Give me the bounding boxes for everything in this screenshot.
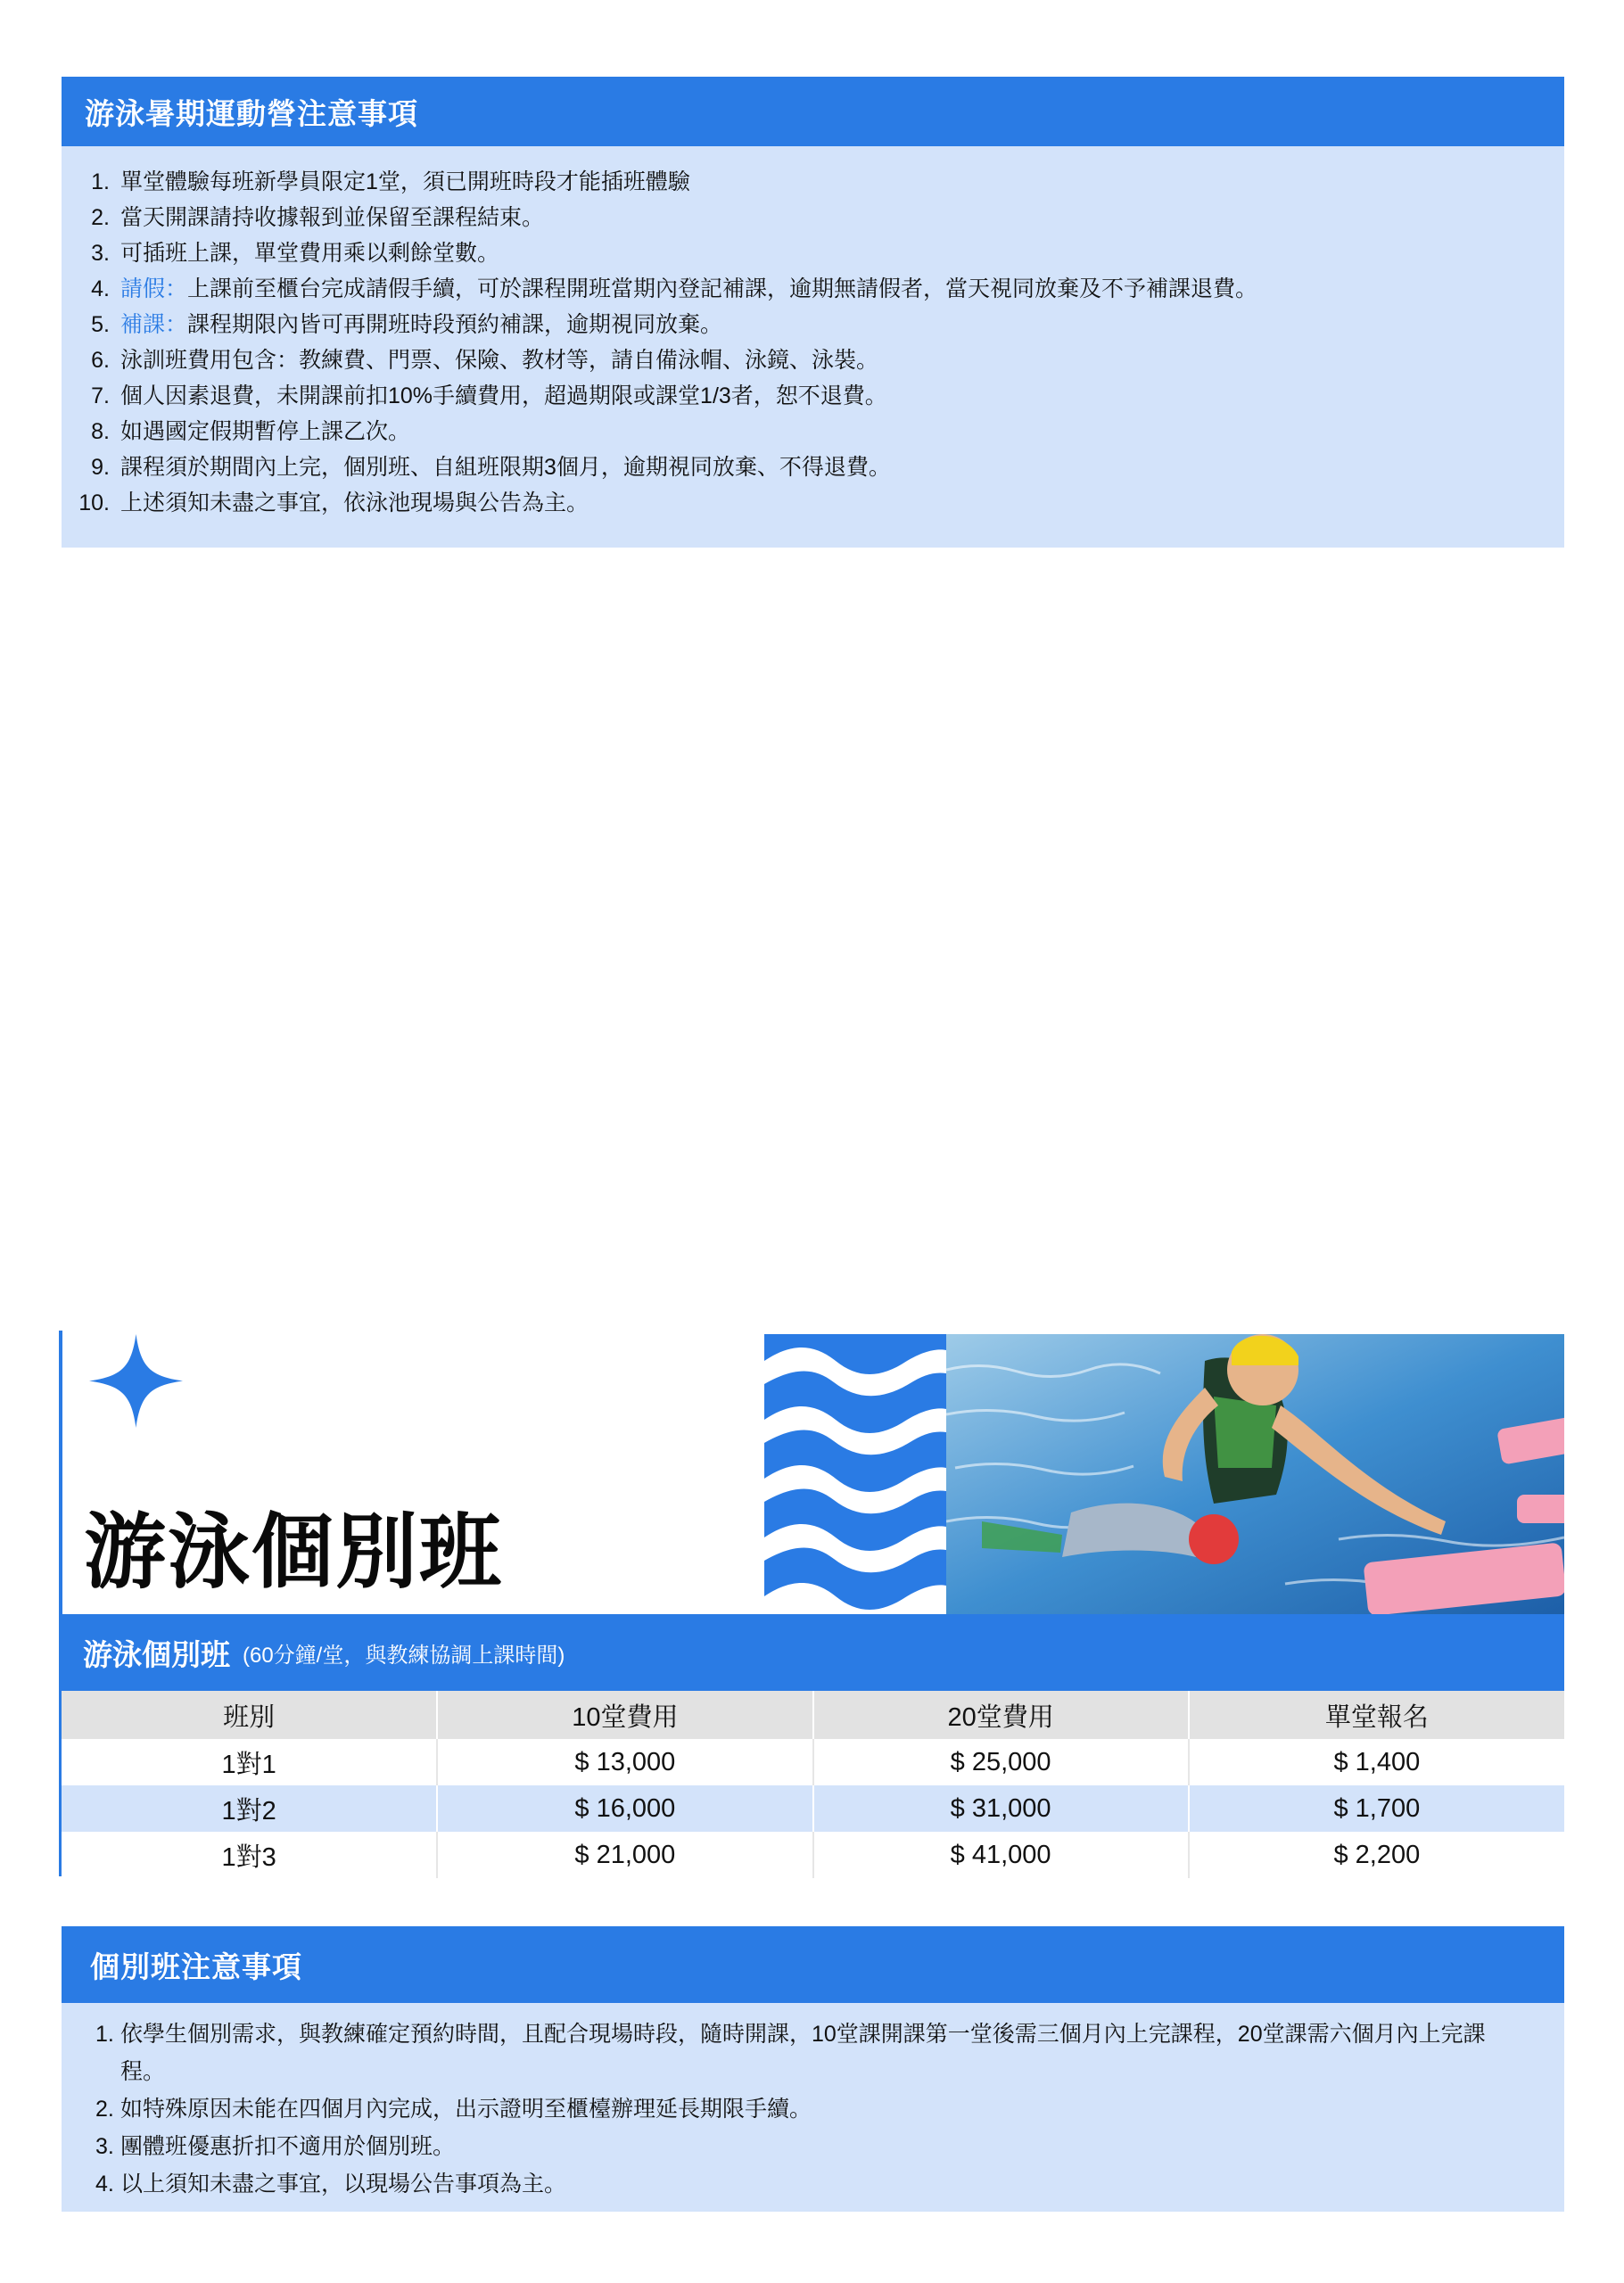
notice-item-number: 3.: [95, 2134, 114, 2159]
summer-camp-notice-list: [62, 146, 1564, 521]
table-header-cell: 10堂費用: [437, 1691, 812, 1739]
table-cell: $ 1,400: [1189, 1739, 1564, 1785]
class-price-header: [62, 1614, 1564, 1691]
notice-item: [62, 378, 1564, 414]
table-cell: $ 31,000: [813, 1785, 1189, 1832]
swimming-lesson-photo: [946, 1334, 1564, 1614]
notice-item: [62, 2165, 1529, 2203]
notice-item: [62, 485, 1564, 521]
table-cell: 1對3: [62, 1832, 437, 1878]
class-price-subtitle: (60分鐘/堂，與教練協調上課時間): [243, 1643, 565, 1668]
notice-item-text: 如特殊原因未能在四個月內完成，出示證明至櫃檯辦理延長期限手續。: [120, 2097, 812, 2122]
notice-item-number: 7.: [91, 383, 110, 408]
table-header-cell: 班別: [62, 1691, 437, 1739]
notice-item-number: 2.: [95, 2097, 114, 2122]
individual-class-notice-header: [62, 1926, 1564, 2003]
notice-item-label: 補課：: [120, 312, 188, 337]
table-cell: $ 1,700: [1189, 1785, 1564, 1832]
notice-item: [62, 307, 1564, 342]
table-cell: $ 21,000: [437, 1832, 812, 1878]
class-price-title: 游泳個別班: [83, 1637, 230, 1671]
individual-class-notice-title: 個別班注意事項: [90, 1949, 302, 1983]
notice-item: [62, 2128, 1529, 2165]
notice-item-text: 上述須知未盡之事宜，依泳池現場與公告為主。: [120, 490, 589, 515]
notice-item-number: 4.: [91, 276, 110, 301]
notice-item: [62, 271, 1564, 307]
table-cell: 1對1: [62, 1739, 437, 1785]
summer-camp-notice-header: [62, 77, 1564, 146]
summer-camp-notice-title: 游泳暑期運動營注意事項: [85, 96, 418, 130]
notice-item-number: 10.: [78, 490, 110, 515]
notice-item-text: 依學生個別需求，與教練確定預約時間，且配合現場時段，隨時開課，10堂課開課第一堂後需三個月內上完課程，20堂課需六個月內上完課程。: [120, 2022, 1486, 2084]
table-cell: $ 41,000: [813, 1832, 1189, 1878]
notice-item-number: 9.: [91, 455, 110, 480]
notice-item: [62, 449, 1564, 485]
table-header-row: [62, 1691, 1564, 1739]
table-row: [62, 1832, 1564, 1878]
notice-item-text: 課程須於期間內上完，個別班、自組班限期3個月，逾期視同放棄、不得退費。: [120, 455, 891, 480]
notice-item-text: 如遇國定假期暫停上課乙次。: [120, 419, 411, 444]
table-cell: 1對2: [62, 1785, 437, 1832]
individual-class-notice: [62, 1926, 1564, 2212]
table-header-cell: 20堂費用: [813, 1691, 1189, 1739]
notice-item-text: 上課前至櫃台完成請假手續，可於課程開班當期內登記補課，逾期無請假者，當天視同放棄及不予補課退費。: [187, 276, 1258, 301]
notice-item: [62, 235, 1564, 271]
notice-item-number: 8.: [91, 419, 110, 444]
diamond-star-icon: [89, 1334, 183, 1428]
notice-item-number: 1.: [91, 169, 110, 194]
notice-item-text: 以上須知未盡之事宜，以現場公告事項為主。: [120, 2172, 567, 2196]
table-cell: $ 16,000: [437, 1785, 812, 1832]
notice-item-text: 單堂體驗每班新學員限定1堂，須已開班時段才能插班體驗: [120, 169, 690, 194]
notice-item-text: 團體班優惠折扣不適用於個別班。: [120, 2134, 456, 2159]
notice-item-text: 可插班上課，單堂費用乘以剩餘堂數。: [120, 241, 500, 266]
notice-item-number: 6.: [91, 348, 110, 373]
notice-item: [62, 200, 1564, 235]
class-price-table: [62, 1691, 1564, 1878]
notice-item-number: 3.: [91, 241, 110, 266]
table-cell: $ 13,000: [437, 1739, 812, 1785]
notice-item: [62, 164, 1564, 200]
notice-item-number: 4.: [95, 2172, 114, 2196]
notice-item: [62, 414, 1564, 449]
summer-camp-notice: [62, 77, 1564, 548]
table-row: [62, 1739, 1564, 1785]
notice-item-text: 泳訓班費用包含：教練費、門票、保險、教材等，請自備泳帽、泳鏡、泳裝。: [120, 348, 879, 373]
table-header-cell: 單堂報名: [1189, 1691, 1564, 1739]
notice-item: [62, 2090, 1529, 2128]
notice-item-number: 2.: [91, 205, 110, 230]
notice-item-label: 請假：: [120, 276, 188, 301]
individual-class-notice-list: [62, 2003, 1564, 2203]
notice-item-text: 當天開課請持收據報到並保留至課程結束。: [120, 205, 545, 230]
notice-item-text: 課程期限內皆可再開班時段預約補課，逾期視同放棄。: [187, 312, 723, 337]
notice-item-number: 1.: [95, 2022, 114, 2047]
table-cell: $ 25,000: [813, 1739, 1189, 1785]
notice-item: [62, 342, 1564, 378]
page-title: 游泳個別班: [84, 1507, 504, 1598]
notice-item-number: 5.: [91, 312, 110, 337]
table-row: [62, 1785, 1564, 1832]
table-cell: $ 2,200: [1189, 1832, 1564, 1878]
wave-pattern-graphic: [764, 1334, 946, 1614]
notice-item: [62, 2015, 1529, 2090]
notice-item-text: 個人因素退費，未開課前扣10%手續費用，超過期限或課堂1/3者，恕不退費。: [120, 383, 887, 408]
